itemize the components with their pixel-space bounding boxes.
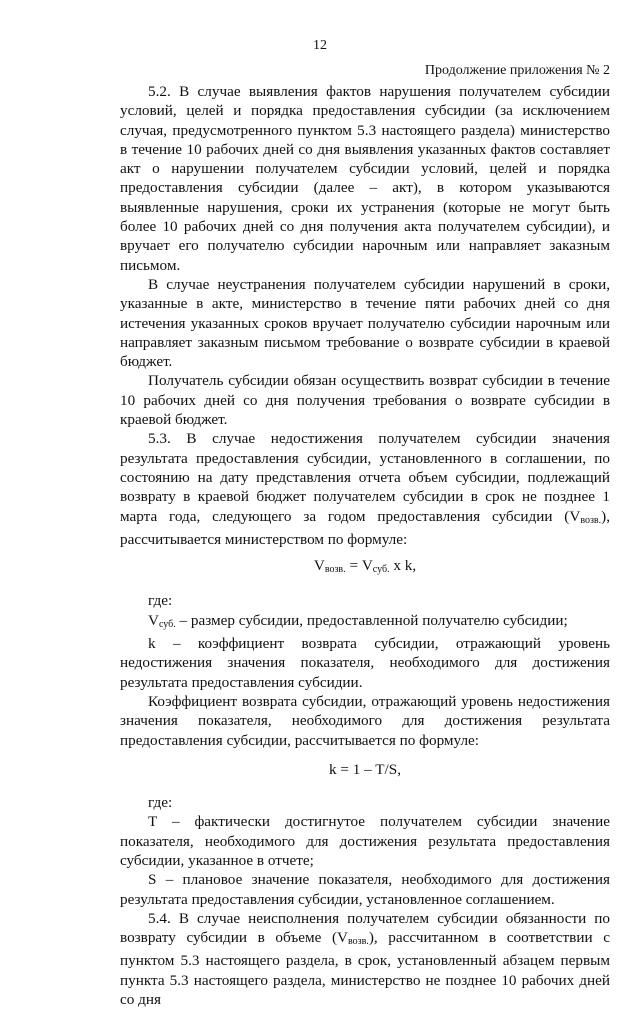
- where-label-1: где:: [148, 592, 173, 610]
- definition-k: k – коэффициент возврата субсидии, отражающий уровень недостижения значения показателя, необходимого для достижения результата предоставления субсидии.: [120, 635, 610, 691]
- where-label-2: где:: [148, 794, 173, 812]
- def-v-text: – размер субсидии, предоставленной получателю субсидии;: [175, 611, 568, 629]
- paragraph-5-3: [120, 429, 610, 549]
- formula-rest: x k,: [389, 557, 417, 575]
- appendix-note: Продолжение приложения № 2: [424, 63, 610, 78]
- formula-eq: = V: [345, 557, 373, 575]
- paragraph-coefficient: Коэффициент возврата субсидии, отражающий уровень недостижения значения показателя, необходимого для достижения результата предоставления субсидии, рассчитывается по формуле:: [120, 692, 610, 749]
- definition-v: [120, 611, 610, 634]
- p4-text-after: ), рассчитывается министерством по формуле:: [120, 507, 610, 548]
- definition-t: T – фактически достигнутое получателем субсидии значение показателя, необходимого для достижения результата предоставления субсидии, указанное в отчете;: [120, 813, 610, 869]
- def-v-symbol: V: [148, 611, 159, 629]
- p6-text-after: ), рассчитанном в соответствии с пунктом 5.3 настоящего раздела, в срок, установленный абзацем первым пункта 5.3 настоящего раздела, министерство не позднее 10 рабочих дней со дня: [120, 929, 610, 1009]
- p6-subscript: возв.: [347, 936, 369, 948]
- formula-k: k = 1 – T/S,: [329, 760, 401, 778]
- p4-subscript: возв.: [580, 514, 602, 526]
- p4-text-before: 5.3. В случае недостижения получателем субсидии значения результата предоставления субсидии, установленного в соглашении, по состоянию на дату представления отчета объем субсидии, подлежащий возврату в краевой бюджет получателем субсидии в срок не позднее 1 марта года, следующего за годом предоставления субсидии (V: [120, 430, 610, 525]
- formula-v2-sub: суб.: [372, 564, 390, 576]
- page-number: 12: [313, 38, 327, 53]
- definition-s: S – плановое значение показателя, необходимого для достижения результата предоставления субсидии, установленное соглашением.: [120, 871, 610, 908]
- document-body: [120, 82, 610, 1009]
- p6-text-before: 5.4. В случае неисполнения получателем субсидии обязанности по возврату субсидии в объеме (V: [120, 909, 610, 947]
- paragraph-non-elimination: В случае неустранения получателем субсидии нарушений в сроки, указанные в акте, министерство в течение пяти рабочих дней со дня истечения указанных сроков вручает получателю субсидии нарочным или направляет заказным письмом требование о возврате субсидии в краевой бюджет.: [120, 275, 610, 371]
- formula-v-sub: возв.: [324, 564, 346, 576]
- def-v-subscript: суб.: [158, 618, 176, 630]
- paragraph-return-obligation: Получатель субсидии обязан осуществить возврат субсидии в течение 10 рабочих дней со дня получения требования о возврате субсидии в краевой бюджет.: [120, 372, 610, 429]
- paragraph-5-2: 5.2. В случае выявления фактов нарушения получателем субсидии условий, целей и порядка предоставления субсидии (за исключением случая, предусмотренного пунктом 5.3 настоящего раздела) министерство в течение 10 рабочих дней со дня выявления указанных фактов составляет акт о нарушении получателем субсидии условий, целей и порядка предоставления субсидии (далее – акт), в котором указываются выявленные нарушения, сроки их устранения (которые не могут быть более 10 рабочих дней со дня получения акта получателем субсидии), и вручает его получателю субсидии нарочным или направляет заказным письмом.: [120, 83, 610, 274]
- formula-volume: [120, 556, 610, 579]
- paragraph-5-4: [120, 909, 610, 1009]
- formula-v: V: [313, 557, 325, 575]
